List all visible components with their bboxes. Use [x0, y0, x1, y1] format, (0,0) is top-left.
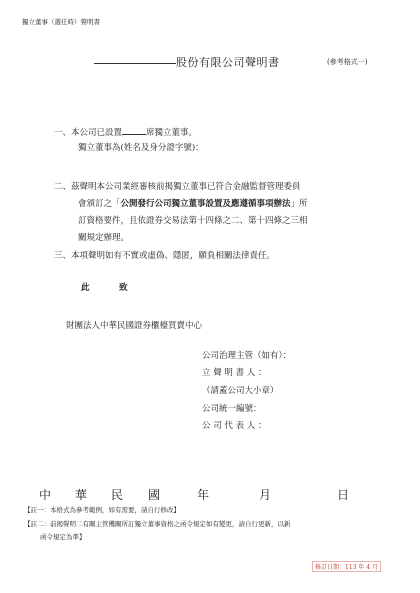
item-2-line-1: 茲聲明本公司業經審核前揭獨立董事已符合金融監督管理委員: [71, 182, 301, 192]
governance-officer-label: 公司治理主管（如有）：: [202, 351, 292, 361]
company-name-blank: [94, 62, 176, 64]
date-year: 年: [197, 488, 210, 502]
item-3-text: 本項聲明如有不實或虛偽、隱匿，願負相關法律責任。: [71, 251, 276, 261]
item-2-line-3: 訂資格要件，且依證券交易法第十四條之二、第十四條之三相: [78, 216, 308, 226]
item-2-number: 二、: [54, 182, 72, 192]
note-2-line-1: 【註二：前揭聲明二有關主管機關所訂獨立董事資格之函令規定如有變更，請自行更新，以新: [24, 520, 291, 528]
regulation-name: 公開發行公司獨立董事設置及應遵循事項辦法: [120, 199, 291, 209]
document-title: 股份有限公司聲明書: [176, 56, 280, 69]
item-1-line-2: 獨立董事為(姓名及身分證字號)：: [78, 143, 204, 153]
representative-label: 公 司 代 表 人 ：: [202, 421, 267, 431]
note-1: 【註一：本格式為參考範例，如有需要，請自行修改】: [24, 506, 180, 514]
director-count-blank: [122, 126, 146, 135]
item-2-line-2-a: 會頒訂之「: [78, 199, 121, 209]
form-number: (參考格式一): [327, 58, 368, 66]
date-min: 民: [111, 488, 124, 502]
recipient: 財團法人中華民國證券櫃檯買賣中心: [66, 321, 203, 331]
declarant-label: 立 聲 明 書 人 ：: [202, 368, 267, 378]
seal-instruction: （請蓋公司大小章）: [202, 386, 279, 396]
item-1: [54, 126, 197, 139]
date-month: 月: [259, 488, 272, 502]
item-2-line-4: 關規定辦理。: [78, 233, 130, 243]
item-1-number: 一、: [54, 128, 72, 138]
closing-zhi: 致: [119, 283, 128, 293]
closing-ci: 此: [81, 283, 90, 293]
date-zhong: 中: [39, 488, 52, 502]
item-1-text-a: 本公司已設置: [71, 128, 123, 138]
date-hua: 華: [75, 488, 88, 502]
item-3-number: 三、: [54, 251, 72, 261]
item-3: [54, 250, 275, 262]
company-id-label: 公司統一編號：: [202, 404, 262, 414]
note-2-line-2: 函令規定為準】: [40, 533, 86, 541]
document-header: 獨立董事（選任時）聲明書: [22, 18, 100, 26]
revision-date: 修訂日期：113 年 4 月: [312, 561, 381, 572]
date-day: 日: [337, 488, 350, 502]
item-2-line-2: [78, 198, 308, 210]
item-1-text-b: 席獨立董事。: [146, 128, 198, 138]
item-2: [54, 181, 301, 193]
date-guo: 國: [148, 488, 161, 502]
item-2-line-2-b: 」所: [290, 199, 308, 209]
